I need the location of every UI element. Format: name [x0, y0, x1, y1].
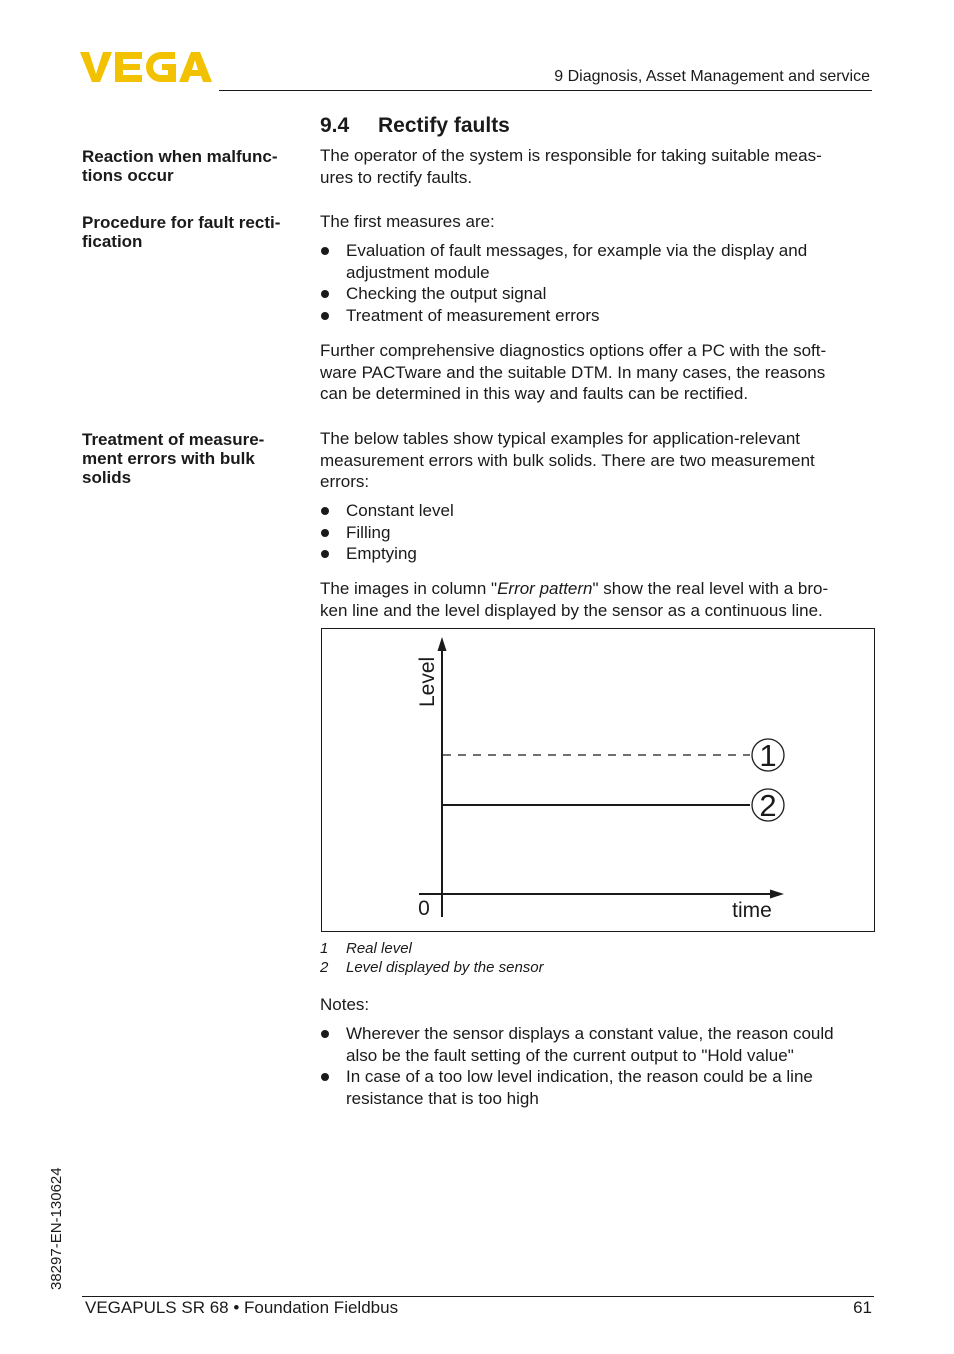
caption-text: Real level	[346, 940, 412, 957]
paragraph-line: can be determined in this way and faults can be rectified.	[320, 384, 749, 403]
section-title	[320, 114, 510, 138]
paragraph-line: The operator of the system is responsible for taking suitable meas-	[320, 146, 822, 165]
paragraph-line: Further comprehensive diagnostics options offer a PC with the soft-	[320, 341, 827, 360]
x-axis-arrow	[770, 890, 784, 899]
footer-product: VEGAPULS SR 68 • Foundation Fieldbus	[85, 1298, 399, 1317]
side-label-line: fication	[82, 232, 143, 251]
origin-label: 0	[418, 897, 430, 920]
y-axis-arrow	[438, 637, 447, 651]
reaction-paragraph	[320, 145, 865, 188]
list-item-line: also be the fault setting of the current output to "Hold value"	[346, 1045, 794, 1065]
x-axis-label: time	[732, 899, 772, 922]
y-axis-label: Level	[416, 656, 439, 707]
paragraph-line	[320, 578, 865, 600]
page-number: 61	[853, 1298, 872, 1317]
side-label-treatment	[82, 430, 304, 487]
list-item-line: Wherever the sensor displays a constant value, the reason could	[346, 1024, 834, 1043]
caption-number: 1	[320, 940, 329, 957]
header-divider	[219, 90, 872, 91]
list-item-line: Treatment of measurement errors	[346, 305, 600, 325]
list-item-line: resistance that is too high	[346, 1088, 539, 1108]
vega-logo	[80, 50, 212, 84]
figure-caption-2	[320, 958, 544, 977]
treatment-intro	[320, 428, 865, 493]
paragraph-line: measurement errors with bulk solids. There are two measurement	[320, 450, 815, 470]
list-item	[320, 1023, 865, 1066]
list-item-line: In case of a too low level indication, the reason could be a line	[346, 1067, 813, 1086]
text-run: The images in column "	[320, 579, 498, 598]
text-run: " show the real level with a bro-	[592, 579, 829, 598]
side-label-line: Procedure for fault recti-	[82, 213, 281, 232]
side-label-line: solids	[82, 468, 132, 487]
images-paragraph	[320, 578, 865, 621]
side-label-reaction	[82, 147, 304, 185]
paragraph-line: ken line and the level displayed by the sensor as a continuous line.	[320, 600, 823, 620]
paragraph-line: ures to rectify faults.	[320, 167, 473, 187]
marker-2-label: 2	[759, 788, 777, 823]
procedure-intro: The first measures are:	[320, 212, 495, 231]
document-id: 38297-EN-130624	[48, 1167, 65, 1290]
side-label-line: Reaction when malfunc-	[82, 147, 278, 166]
side-label-line: Treatment of measure-	[82, 430, 265, 449]
list-item-line: Evaluation of fault messages, for example via the display and	[346, 241, 808, 260]
error-types-list	[320, 500, 865, 565]
list-item: Filling	[320, 522, 865, 544]
marker-1-label: 1	[759, 738, 777, 773]
list-item: Constant level	[320, 500, 865, 522]
list-item-line: Checking the output signal	[346, 284, 547, 303]
footer-divider	[82, 1296, 874, 1297]
chapter-header: 9 Diagnosis, Asset Management and service	[554, 68, 870, 85]
figure-frame	[321, 628, 875, 932]
side-label-line: tions occur	[82, 166, 174, 185]
side-label-procedure	[82, 213, 304, 251]
emphasis-error-pattern: Error pattern	[497, 579, 593, 598]
list-item	[320, 1066, 865, 1109]
notes-bullet-list	[320, 1023, 865, 1109]
caption-number: 2	[320, 959, 329, 976]
procedure-bullet-list	[320, 240, 865, 326]
notes-label: Notes:	[320, 995, 370, 1014]
list-item-line: adjustment module	[346, 262, 490, 282]
paragraph-line: ware PACTware and the suitable DTM. In many cases, the reasons	[320, 362, 826, 382]
list-item	[320, 305, 865, 327]
list-item	[320, 283, 865, 305]
figure-caption-1	[320, 939, 412, 958]
level-time-diagram	[322, 629, 874, 931]
procedure-paragraph	[320, 340, 865, 405]
caption-text: Level displayed by the sensor	[346, 959, 544, 976]
list-item	[320, 240, 865, 283]
paragraph-line: The below tables show typical examples for application-relevant	[320, 429, 801, 448]
section-title-text: Rectify faults	[378, 114, 510, 137]
paragraph-line: errors:	[320, 472, 370, 491]
side-label-line: ment errors with bulk	[82, 449, 255, 468]
section-number: 9.4	[320, 114, 350, 137]
list-item: Emptying	[320, 543, 865, 565]
